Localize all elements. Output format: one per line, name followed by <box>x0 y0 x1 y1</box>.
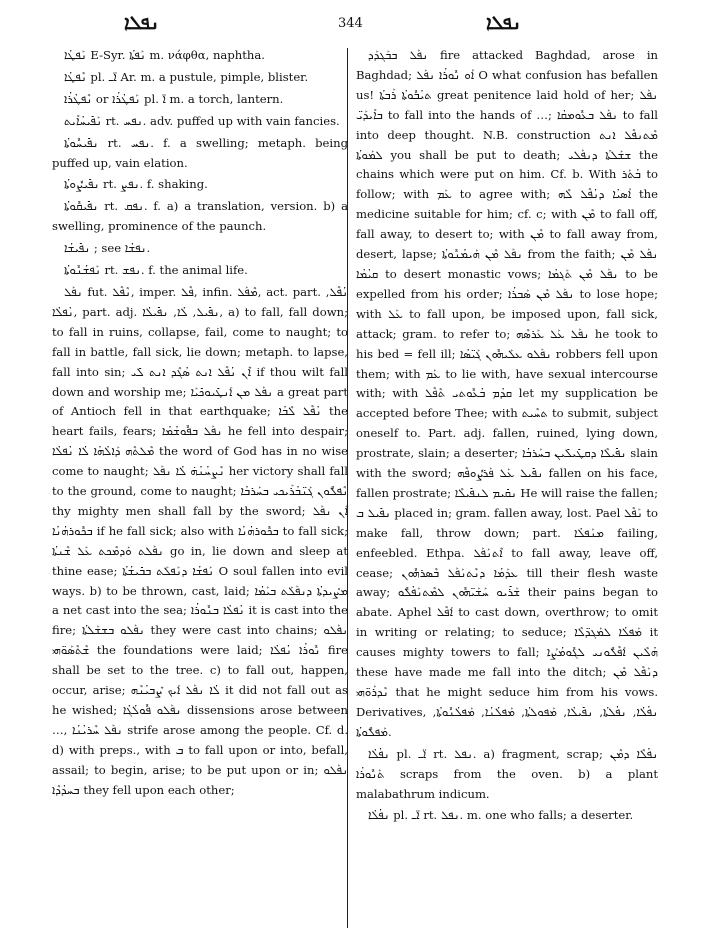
page-header <box>0 12 704 38</box>
running-head-left: ܢܦܠܐ <box>124 12 160 34</box>
left-column <box>52 46 348 803</box>
dictionary-entry: ܢܦܳܠܳܐ pl. ܐ̈ـ rt. ܢܦܠ. m. one who falls; a deserter. <box>368 808 634 823</box>
dictionary-entry: ܢܰܦܫܳܢܽܘܬܳܐ rt. ܢܦܫ. f. the animal life. <box>64 263 248 278</box>
dictionary-entry: ܢܶܦܛܳܪܳܐ or ܢܰܦܛܳܪܳܐ pl. ܐ̈ m. a torch, lantern. <box>64 91 284 106</box>
dictionary-entry: ܢܦܰܠ fut. ܢܶܦܶܠ, imper. ܦܶܠ, infin. ܡܶܦܰܠ, act. part. ܢܳܦܶܠ, ܢܳܦܠܳܐ, part. adj. ܢܦܺܝܠ, ܠܳܐ, ܢܦܺܝܠܳܐ, a) to fall, fall down; to fall in ruins, collapse, fail, come to naught; to fall in battle, fall sick, lie down; metaph. to lapse, fall into sin; ܐܶܢ ܢܳܦܶܠ ܐܢܬ ܣܳܓܶܕ ܐܢܬ ܠܺܝ if thou wilt fall down and worship me; ܢܦܰܠ ܡܢ ܐܰܢܛܺܝܘܟܺܝܰܐ a great part of Antioch fell in that earthquake; ܢܳܦܶܠ ܠܶܒܳܐ the heart fails, fears; ܢܦܰܠ ܒܦܽܘܫܳܡܳܐ he fell into despair; ܡܶܠܬܶܗ ܕܰܐܠܳܗܳܐ ܠܳܐ ܢܳܦܠܳܐ the word of God has in no wise come to naught; ܢܶܨܚܳܢܳܗ̇ ܠܳܐ ܢܦܰܠ her victory shall fall to the ground, come to naught; ܢܶܦܠܽܘܢ ܓܰܢ̈ܒܳܪܰܝܟܝ ܒܚܰܪܒܳܐ thy mighty men shall fall by the sword; ܐܶܢ ܢܦܰܠ ܒܟܽܘܪܗܳܢܳܐ if he fall sick; also with ܒܟܽܘܪܗܳܢܳܐ to fall sick; ܢܦܰܠܬ ܘܰܕܡܶܟܬ ܥܰܠ ܫܶܢܬܳܐ go in, lie down and sleep at thine ease; ܢܰܦܫܳܐ ܕܢܰܦܠܰܬ ܒܒܺܝܫܳܬܳܐ O soul fallen into evil ways. b) to be thrown, cast, laid; ܡܨܺܝܕܬܳܐ ܕܢܦܰܠܰܬ ܒܝܰܡܳܐ a net cast into the sea; ܢܳܦܠܳܐ ܒܢܽܘܪܳܐ it is cast into the fire; ܢܦܰܠܘ ܒܫܫܰܠܬܳܐ they were cast into chains; ܢܦܰܠܘ ܫܶܬܶܣܰܘ̈ܗܝ the foundations were laid; ܢܽܘܪܳܐ ܢܳܦܠܳܐ fire shall be set to the tree. c) to fall out, happen, occur, arise; ܠܳܐ ܢܦܰܠ ܐܰܝܟ ܨܶܒܝܳܢܶܗ it did not fall out as he wished; ܢܦܰܠܘ ܦܽܘܠܳܓܳܐ dissensions arose between …, ܢܦܰܠ ܚܶܪܝܳܢܳܐ strife arose among the people. Cf. d. d) with preps., with ܒ to fall upon or into, befall, assail; to begin, arise; to be put upon or in; ܢܦܰܠܘ ܒܚܕܳܕܶܐ they fell upon each other; <box>52 284 349 797</box>
dictionary-entry: ܢܰܦܺܝܚܳܐܺܝܬ rt. ܢܦܚ. adv. puffed up with vain fancies. <box>64 113 340 128</box>
dictionary-entry: ܢܦܺܝܩܽܘܬܳܐ rt. ܢܦܩ. f. a) a translation, version. b) a swelling, prominence of the paunch. <box>52 199 348 234</box>
dictionary-entry: ܢܶܦܛܳܐ pl. ܐ̈ـ Ar. m. a pustule, pimple, blister. <box>64 69 309 84</box>
right-column <box>356 46 658 828</box>
page-number: 344 <box>338 16 363 31</box>
dictionary-entry: ܢܦܺܝܨܽܘܬܳܐ rt. ܢܦܨ. f. shaking. <box>64 177 208 192</box>
dictionary-entry: ܢܦܳܠܳܐ pl. ܐ̈ـ rt. ܢܦܠ. a) fragment, scrap; ܢܦܳܠܶܐ ܕܡܶܢ ܬܰܢܽܘܪܳܐ scraps from the oven. b) a plant malabathrum indicum. <box>356 746 659 801</box>
dictionary-entry: ܢܰܦܛܳܐ E-Syr. ܢܰܦܬܳܐ m. νάφθα, naphtha. <box>64 48 265 62</box>
dictionary-entry: ܢܦܰܠ ܒܒܰܓܕܰܕ fire attacked Baghdad, arose in Baghdad; ܐܳܘ ܢܽܘܪܳܐ ܢܦܰܠ O what confusion has befallen us! ܬܝܳܒܽܘܬܳܐ ܪܰܒܬܳܐ great penitence laid hold of her; ܢܦܰܠ ܒܐܺܝܕܰܝ̈ to fall into the hands of …; ܢܦܰܠ ܒܥܽܘܡܩܳܐ to fall into deep thought. N.B. construction ܡܶܬܢܦܶܠ ܐܢܬ ܠܡܰܘܬܳܐ you shall be put to death; ܫܫܰܠܬܳܐ ܕܢܦܰܠܝ the chains which were put on him. Cf. b. With ܒܳܬܰܪ to follow; with ܥܰܡ to agree with; ܐܳܣܝܳܐ ܕܢܳܦܶܠ ܠܶܗ the medicine suitable for him; cf. c; with ܡܶܢ to fall off, fall away, to desert to; with ܡܶܢ to fall away from, desert, lapse; ܢܦܰܠ ܡܶܢ ܗܰܝܡܳܢܽܘܬܳܐ from the faith; ܢܦܰܠ ܡܶܢ ܩܝܳܡܳܐ to desert monastic vows; ܢܦܰܠ ܡܶܢ ܬܰܓܡܳܐ to be expelled from his order; ܢܦܰܠ ܡܶܢ ܣܰܒܪܳܐ to lose hope; with ܥܰܠ to fall upon, be imposed upon, fall sick, attack; gram. to refer to; ܢܦܰܠ ܥܰܠ ܥܰܪܣܶܗ he took to his bed = fell ill; ܢܦܰܠܘ ܥܠܰܝܗܽܘܢ ܓܰܝ̈ܣܳܐ robbers fell upon them; with ܥܰܡ to lie with, have sexual intercourse with; with ܩܕܳܡ ܒܳܥܽܘܬܝ ܬܶܦܶܠ let my supplication be accepted before Thee; with ܬܚܶܝܬ to submit, subject oneself to. Part. adj. fallen, ruined, lying down, prostrate, slain; a deserter; ܢܦܺܝܠܶܐ ܕܩܛܺܝܠܺܝܢ ܒܚܰܪܒܳܐ slain with the sword; ܢܦܺܝܠ ܥܰܠ ܦܰܪܨܽܘܦܶܗ fallen on his face, fallen prostrate; ܢܩܺܝܡ ܠܢܦܺܝܠܶܐ He will raise the fallen; ܢܦܺܝܠ ܒ placed in; gram. fallen away, lost. Pael ܢܰܦܶܠ to make fall, throw down; part. ܡܢܰܦܠܳܐ failing, enfeebled. Ethpa. ܐܶܬܢܰܦܰܠ to fall away, leave off, cease; ܥܕܰܡܳܐ ܕܢܶܬܢܰܦܰܠ ܒܶܣܪܗܽܘܢ till their flesh waste away; ܫܰܪܺܝܘ ܚܰܫܰܝ̈ܗܽܘܢ ܠܡܶܬܢܰܦܳܠܽܘ their pains began to abate. Aphel ܐܰܦܶܠ to cast down, overthrow; to omit in writing or relating; to seduce; ܡܰܦܠܳܐ ܠܡܰܓܕ̈ܠܶܐ it causes mighty towers to fall; ܗܳܠܶܝܢ ܐܰܦܶܠܽܘܢܝ ܠܓܽܘܡܳܨܳܐ these have made me fall into the ditch; ܕܢܰܦܶܠ ܡܶܢ ܢܶܕܪܰܘ̈ܗܝ that he might seduce him from his vows. Derivatives, ܢܦܳܠܳܐ, ܢܦܳܠܬܳܐ, ܢܦܺܝܠܳܐ, ܡܰܦܘܠܬܳܐ, ܡܰܦܠܳܢܳܐ, ܡܰܦܠܳܢܽܘܬܳܐ, ܡܰܦܠܽܘܬܳܐ. <box>356 48 659 739</box>
dictionary-entry: ܢܦܺܝܫܳܐ ; see ܢܦܫܳܐ. <box>64 241 151 256</box>
dictionary-entry: ܢܦܺܝܚܽܘܬܳܐ rt. ܢܦܚ. f. a swelling; metaph. being puffed up, vain elation. <box>52 135 348 170</box>
running-head-right: ܢܦܠܐ <box>486 12 522 34</box>
